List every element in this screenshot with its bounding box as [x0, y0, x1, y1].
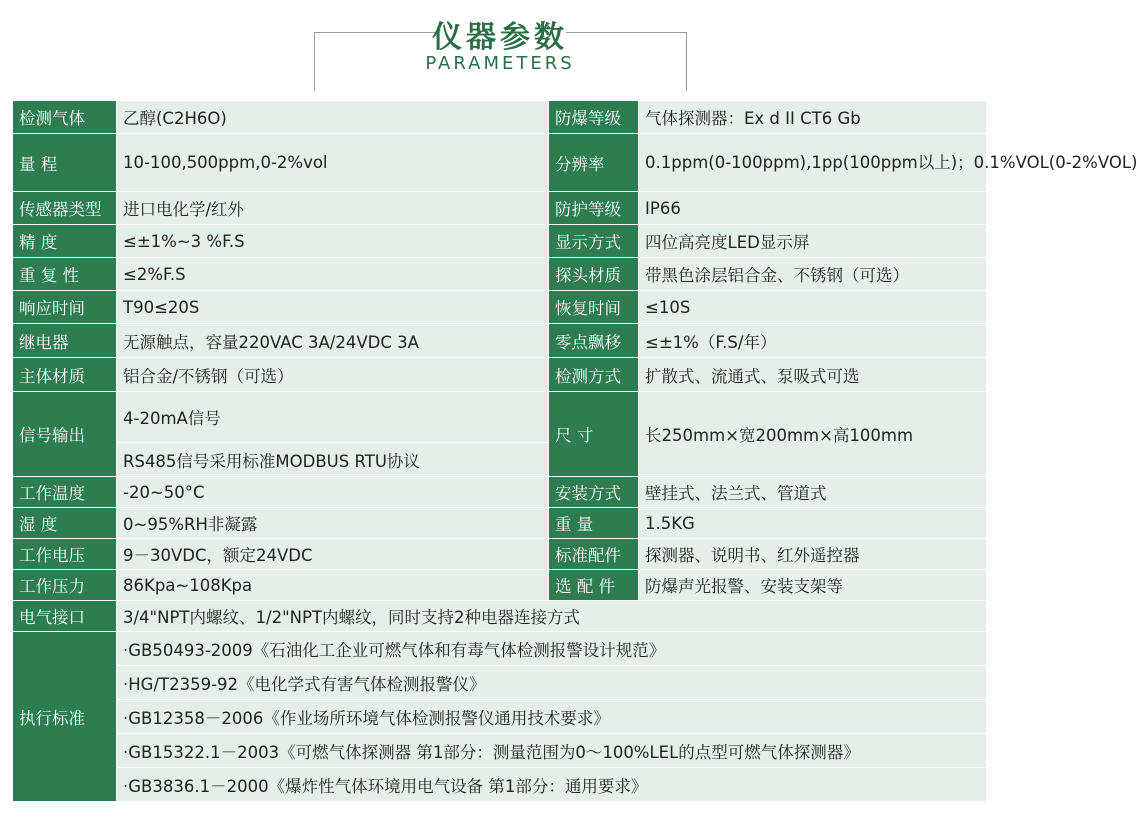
param-value: 1.5KG: [639, 508, 987, 539]
param-value: 气体探测器：Ex d II CT6 Gb: [639, 101, 987, 134]
table-row: [13, 291, 987, 324]
table-row-standard: [13, 666, 987, 700]
standard-text: GB50493-2009《石油化工企业可燃气体和有毒气体检测报警设计规范》: [128, 640, 666, 660]
table-row: [13, 258, 987, 291]
param-value: ≤2%F.S: [117, 258, 549, 291]
param-value: 9－30VDC，额定24VDC: [117, 539, 549, 570]
param-value: -20~50°C: [117, 477, 549, 508]
header: [0, 0, 1000, 100]
standard-text: GB12358－2006《作业场所环境气体检测报警仪通用技术要求》: [128, 708, 610, 728]
param-label: 电气接口: [13, 601, 117, 632]
table-row-standard: [13, 700, 987, 734]
param-label: 检测方式: [549, 358, 639, 392]
bullet-icon: ·: [123, 674, 129, 694]
param-label: 湿 度: [13, 508, 117, 539]
standard-item: [117, 768, 987, 802]
param-label: 继电器: [13, 324, 117, 358]
param-label: 探头材质: [549, 258, 639, 291]
bullet-icon: ·: [123, 776, 129, 796]
param-label: 防爆等级: [549, 101, 639, 134]
param-value: 86Kpa~108Kpa: [117, 570, 549, 601]
parameters-table: [12, 100, 1137, 802]
standard-text: HG/T2359-92《电化学式有害气体检测报警仪》: [128, 674, 486, 694]
param-label: 标准配件: [549, 539, 639, 570]
param-label: 重 量: [549, 508, 639, 539]
param-value: 四位高亮度LED显示屏: [639, 225, 987, 258]
param-value: 探测器、说明书、红外遥控器: [639, 539, 987, 570]
param-label: 分辨率: [549, 134, 639, 192]
param-value: ≤±1%（F.S/年）: [639, 324, 987, 358]
param-value: 10-100,500ppm,0-2%vol: [117, 134, 549, 192]
bullet-icon: ·: [123, 708, 129, 728]
param-label: 执行标准: [13, 632, 117, 802]
standard-text: GB3836.1－2000《爆炸性气体环境用电气设备 第1部分：通用要求》: [128, 776, 648, 796]
param-value: 壁挂式、法兰式、管道式: [639, 477, 987, 508]
page-subtitle: PARAMETERS: [425, 53, 575, 74]
param-value: 带黑色涂层铝合金、不锈钢（可选）: [639, 258, 987, 291]
param-label: 零点飘移: [549, 324, 639, 358]
param-value: 乙醇(C2H6O): [117, 101, 549, 134]
param-label: 安装方式: [549, 477, 639, 508]
param-value: 0.1ppm(0-100ppm),1pp(100ppm以上)；0.1%VOL(0-2%VOL): [639, 134, 987, 192]
table-row-standard: [13, 734, 987, 768]
param-value: 长250mm×宽200mm×高100mm: [639, 392, 987, 477]
param-label: 选 配 件: [549, 570, 639, 601]
param-value: 无源触点，容量220VAC 3A/24VDC 3A: [117, 324, 549, 358]
param-label: 检测气体: [13, 101, 117, 134]
param-label: 重 复 性: [13, 258, 117, 291]
param-value: 0~95%RH非凝露: [117, 508, 549, 539]
table-row: [13, 225, 987, 258]
param-value: ≤10S: [639, 291, 987, 324]
param-label: 显示方式: [549, 225, 639, 258]
param-label: 量 程: [13, 134, 117, 192]
table-row: [13, 539, 987, 570]
table-row: [13, 358, 987, 392]
standard-item: [117, 666, 987, 700]
param-value: 防爆声光报警、安装支架等: [639, 570, 987, 601]
param-label: 防护等级: [549, 192, 639, 225]
param-label: 响应时间: [13, 291, 117, 324]
param-value: 扩散式、流通式、泵吸式可选: [639, 358, 987, 392]
param-label: 工作压力: [13, 570, 117, 601]
param-label: 主体材质: [13, 358, 117, 392]
standard-text: GB15322.1－2003《可燃气体探测器 第1部分：测量范围为0～100%LEL的点型可燃气体探测器》: [128, 742, 860, 762]
param-label: 精 度: [13, 225, 117, 258]
param-label: 工作电压: [13, 539, 117, 570]
table-row: [13, 134, 987, 192]
bullet-icon: ·: [123, 742, 129, 762]
table-row: [13, 192, 987, 225]
param-label: 传感器类型: [13, 192, 117, 225]
table-row-standard: [13, 768, 987, 802]
table-row-electrical: [13, 601, 987, 632]
table-row-signal: [13, 392, 987, 443]
param-value: RS485信号采用标准MODBUS RTU协议: [117, 443, 549, 477]
param-value: ≤±1%~3 %F.S: [117, 225, 549, 258]
table-row-standard: [13, 632, 987, 666]
page-title: 仪器参数: [432, 20, 568, 55]
table-row: [13, 570, 987, 601]
param-value: T90≤20S: [117, 291, 549, 324]
param-value: 进口电化学/红外: [117, 192, 549, 225]
standard-item: [117, 632, 987, 666]
param-label: 恢复时间: [549, 291, 639, 324]
param-label: 工作温度: [13, 477, 117, 508]
param-value: 铝合金/不锈钢（可选）: [117, 358, 549, 392]
standard-item: [117, 734, 987, 768]
table-row: [13, 324, 987, 358]
param-value: 4-20mA信号: [117, 392, 549, 443]
standard-item: [117, 700, 987, 734]
param-label: 尺 寸: [549, 392, 639, 477]
table-row: [13, 508, 987, 539]
param-value: 3/4"NPT内螺纹、1/2"NPT内螺纹，同时支持2种电器连接方式: [117, 601, 987, 632]
table-row: [13, 101, 987, 134]
param-value: IP66: [639, 192, 987, 225]
table-row: [13, 477, 987, 508]
bullet-icon: ·: [123, 640, 129, 660]
param-label: 信号输出: [13, 392, 117, 477]
